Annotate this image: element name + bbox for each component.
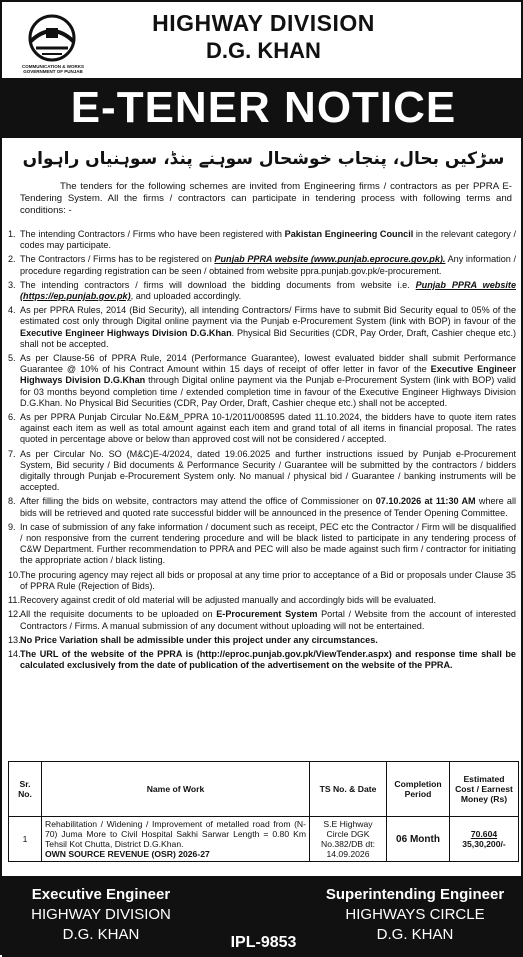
term-highlight: The URL of the website of the PPRA is (http://eproc.punjab.gov.pk/ViewTender.aspx) and response time shall be calculated exclusively from the date of publication of the advertisement on the website of the PPRA. <box>20 648 516 671</box>
term-text-tail: Portal / Website from the account of interested Contractors / Firms. A manual submission of any document without uploading will not be entertained. <box>20 609 516 631</box>
term-text: The procuring agency may reject all bids or proposal at any time prior to acceptance of a Bid or proposals under Clause 35 of PPRA Rule (Rejection of Bids). <box>20 569 516 591</box>
work-description: Rehabilitation / Widening / Improvement of metalled road from (N-70) Juma More to Civil Hospital Sakhi Sarwar Length = 0.80 Km Tehsil Kot Chutta, District D.G.Khan. <box>45 819 306 849</box>
term-text-tail: Any information / procedure regarding registration can be seen / obtained from website ppra.punjab.gov.pk/e-procurement. <box>20 254 516 276</box>
list-item <box>8 635 516 646</box>
ipl-number: IPL-9853 <box>230 934 297 951</box>
col-name-of-work: Name of Work <box>42 762 310 817</box>
left-role: Executive Engineer <box>31 886 171 903</box>
col-ts-no: TS No. & Date <box>310 762 387 817</box>
left-office: HIGHWAY DIVISION <box>31 906 171 923</box>
term-text: After filling the bids on website, contractors may attend the office of Commissioner on <box>20 496 376 507</box>
cell-sr: 1 <box>9 817 42 862</box>
col-completion-period: Completion Period <box>387 762 450 817</box>
cell-work <box>42 817 310 862</box>
list-item <box>8 305 516 350</box>
urdu-slogan: سڑکیں بحال، پنجاب خوشحال سوہنے پنڈ، سوہنیاں راہواں <box>22 149 505 169</box>
list-item <box>8 412 516 446</box>
table-header-row <box>9 762 519 817</box>
term-text-tail: in the relevant category / codes may participate. <box>20 229 517 251</box>
list-item <box>8 496 516 518</box>
term-number: 12. <box>8 609 21 620</box>
term-highlight: Pakistan Engineering Council <box>284 229 414 239</box>
term-text: In case of submission of any fake information / document such as receipt, PEC etc the Contractor / Firm will be disqualified / non responsive from the current tendering procedure and will be black listed to participate in any tendering process of C&W Department. Further recommendation to PPRA and PEC will also be made against such firm / contractor for initiating the appropriate action / black listing. <box>20 521 516 566</box>
term-number: 6. <box>8 412 16 423</box>
term-number: 1. <box>8 229 16 239</box>
terms-list <box>8 229 516 674</box>
term-text: The intending contractors / firms will download the bidding documents from website i.e. <box>20 279 416 290</box>
term-number: 3. <box>8 279 16 290</box>
works-table <box>8 761 519 862</box>
term-text-tail: . Physical Bid Securities (CDR, Pay Order, Draft, Cashier cheque etc.) shall not be accepted. <box>20 327 517 349</box>
term-number: 9. <box>8 521 16 532</box>
term-text: The Contractors / Firms has to be registered on <box>20 254 215 265</box>
list-item <box>8 449 516 494</box>
list-item <box>8 649 516 671</box>
list-item <box>8 609 516 631</box>
list-item <box>8 254 516 276</box>
list-item <box>8 229 516 251</box>
term-number: 11. <box>8 595 20 606</box>
term-text: Recovery against credit of old material will be adjusted manually and accordingly bids will be evaluated. <box>20 595 437 606</box>
logo-caption-line2: GOVERNMENT OF PUNJAB <box>23 69 83 74</box>
notice-banner: E-TENER NOTICE <box>2 78 523 138</box>
earnest-money: 35,30,200/- <box>462 839 506 849</box>
term-number: 8. <box>8 496 16 507</box>
list-item <box>8 522 516 567</box>
table-row <box>9 817 519 862</box>
term-number: 13. <box>8 634 21 645</box>
work-funding: OWN SOURCE REVENUE (OSR) 2026-27 <box>45 849 210 859</box>
term-highlight: Punjab PPRA website (www.punjab.eprocure.gov.pk). <box>214 254 446 265</box>
term-text-tail: where all bids will be retrieved and quoted rate successful bidder will be announced in the presence of Tender Opening Committee. <box>20 496 517 518</box>
right-office: HIGHWAYS CIRCLE <box>345 906 485 923</box>
term-text-tail: through Digital online payment via the Punjab e-Procurement System (link with BOP) valid for 03 months beyond completion time / extended completion time in favour of the Executive Engineer Highways Division D.G.Khan. No Physical Bid Securities (CDR, Pay Order, Draft, Cashier cheque etc.) shall not be accepted. <box>20 375 516 408</box>
term-highlight: 07.10.2026 at 11:30 AM <box>375 496 476 507</box>
term-highlight: E-Procurement System <box>216 609 318 620</box>
list-item <box>8 280 516 302</box>
term-highlight: Punjab PPRA website (https://ep.punjab.gov.pk) <box>20 279 516 302</box>
logo-caption <box>8 64 98 74</box>
term-text: All the requisite documents to be uploaded on <box>20 609 217 620</box>
term-text-tail: , and uploaded accordingly. <box>130 291 242 302</box>
term-number: 2. <box>8 254 16 265</box>
cell-cost <box>450 817 519 862</box>
intro-paragraph: The tenders for the following schemes are invited from Engineering firms / contractors as per PPRA E-Tendering System. All the firms / contractors can participate in tendering process with following terms and conditions: - <box>20 181 512 216</box>
col-sr-no: Sr. No. <box>9 762 42 817</box>
list-item <box>8 570 516 592</box>
right-role: Superintending Engineer <box>325 886 505 903</box>
logo-caption-line1: COMMUNICATION & WORKS <box>22 64 84 69</box>
term-text: As per PPRA Rules, 2014 (Bid Security), all intending Contractors/ Firms have to submit Bid Security equal to 05% of the estimated cost only through Digital online payment via the Punjab e-Procurement System (link with BOP) in favour of the <box>20 305 516 327</box>
col-estimated-cost: Estimated Cost / Earnest Money (Rs) <box>450 762 519 817</box>
term-text: As per Clause-56 of PPRA Rule, 2014 (Performance Guarantee), lowest evaluated bidder shall submit Performance Guarantee @ 10% of his Contract Amount within 15 days of receipt of offer letter in favor of the <box>20 353 516 375</box>
cell-ts: S.E Highway Circle DGK No.382/DB dt: 14.09.2026 <box>310 817 387 862</box>
office-title: HIGHWAY DIVISION <box>152 10 375 36</box>
term-highlight: Executive Engineer Highways Division D.G.Khan <box>20 364 516 386</box>
term-highlight: Executive Engineer Highways Division D.G.Khan <box>20 327 232 338</box>
term-number: 7. <box>8 448 16 459</box>
term-number: 10. <box>8 569 21 580</box>
office-city: D.G. KHAN <box>206 38 321 63</box>
term-text: As per Circular No. SO (M&C)E-4/2024, dated 19.06.2025 and further instructions issued by Punjab e-Procurement System, Bid security / Bid documents & Performance Security / Guarantee will be submitted by the contractors / bidders digitally through Punjab e-Procurement System only. No manual / physical bid / Guarantee / banking instruments will be accepted. <box>20 448 516 493</box>
term-highlight: No Price Variation shall be admissible under this project under any circumstances. <box>20 634 378 645</box>
estimated-cost: 70.604 <box>470 829 498 839</box>
right-city: D.G. KHAN <box>376 926 454 943</box>
term-number: 4. <box>8 305 16 316</box>
cell-period: 06 Month <box>387 817 450 862</box>
term-number: 14. <box>8 648 21 659</box>
term-text: The intending Contractors / Firms who have been registered with <box>20 229 285 239</box>
left-city: D.G. KHAN <box>62 926 140 943</box>
list-item <box>8 353 516 409</box>
term-number: 5. <box>8 353 16 364</box>
term-text: As per PPRA Punjab Circular No.E&M_PPRA 10-1/2011/008595 dated 11.10.2024, the bidders have to quote item rates against each item as well as total amount against each item and grand total of all items in financial proposal. The rates quoted in percentage above or below than approved cost will not be considered / accepted. <box>20 412 516 445</box>
signature-footer <box>2 876 523 957</box>
list-item <box>8 595 516 606</box>
